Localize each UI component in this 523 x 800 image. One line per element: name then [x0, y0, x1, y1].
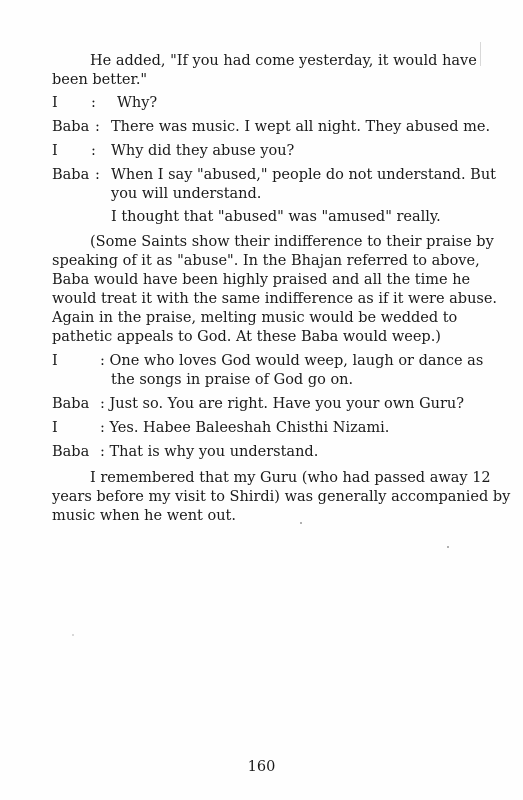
page-edge-mark: [480, 42, 481, 66]
speaker-label: Baba: [52, 396, 90, 412]
speaker-colon: :: [91, 95, 96, 111]
speaker-label: Baba: [52, 167, 90, 183]
paper-speck: [447, 546, 449, 548]
dialogue-text: the songs in praise of God go on.: [111, 372, 354, 388]
aside-line: pathetic appeals to God. At these Baba would weep.): [52, 329, 441, 345]
aside-line: (Some Saints show their indifference to their praise by: [90, 234, 494, 250]
opening-line-2: been better.": [52, 72, 148, 88]
dialogue-text: : Just so. You are right. Have you your own Guru?: [100, 396, 465, 412]
speaker-colon: :: [95, 167, 100, 183]
thought-line: I thought that "abused" was "amused" really.: [111, 209, 441, 225]
opening-line-1: He added, "If you had come yesterday, it would have: [90, 53, 477, 69]
dialogue-text: : One who loves God would weep, laugh or dance as: [100, 353, 484, 369]
speaker-label: I: [52, 95, 58, 111]
dialogue-text: Why?: [117, 95, 158, 111]
speaker-label: I: [52, 143, 58, 159]
dialogue-text: : Yes. Habee Baleeshah Chisthi Nizami.: [100, 420, 390, 436]
aside-line: would treat it with the same indifference as if it were abuse.: [52, 291, 498, 307]
aside-line: speaking of it as "abuse". In the Bhajan referred to above,: [52, 253, 480, 269]
page-number: 160: [247, 759, 276, 775]
speaker-label: I: [52, 420, 58, 436]
dialogue-text: Why did they abuse you?: [111, 143, 295, 159]
aside-line: Baba would have been highly praised and all the time he: [52, 272, 471, 288]
paper-speck: [300, 522, 302, 524]
closing-line: music when he went out.: [52, 508, 236, 524]
speaker-colon: :: [91, 143, 96, 159]
dialogue-text: : That is why you understand.: [100, 444, 319, 460]
dialogue-text: you will understand.: [111, 186, 262, 202]
speaker-colon: :: [95, 119, 100, 135]
aside-line: Again in the praise, melting music would be wedded to: [52, 310, 458, 326]
speaker-label: Baba: [52, 444, 90, 460]
speaker-label: I: [52, 353, 58, 369]
dialogue-text: When I say "abused," people do not understand. But: [111, 167, 496, 183]
closing-line: years before my visit to Shirdi) was generally accompanied by: [52, 489, 511, 505]
dialogue-text: There was music. I wept all night. They abused me.: [111, 119, 491, 135]
paper-speck: [72, 634, 74, 636]
speaker-label: Baba: [52, 119, 90, 135]
closing-line: I remembered that my Guru (who had passed away 12: [90, 470, 491, 486]
